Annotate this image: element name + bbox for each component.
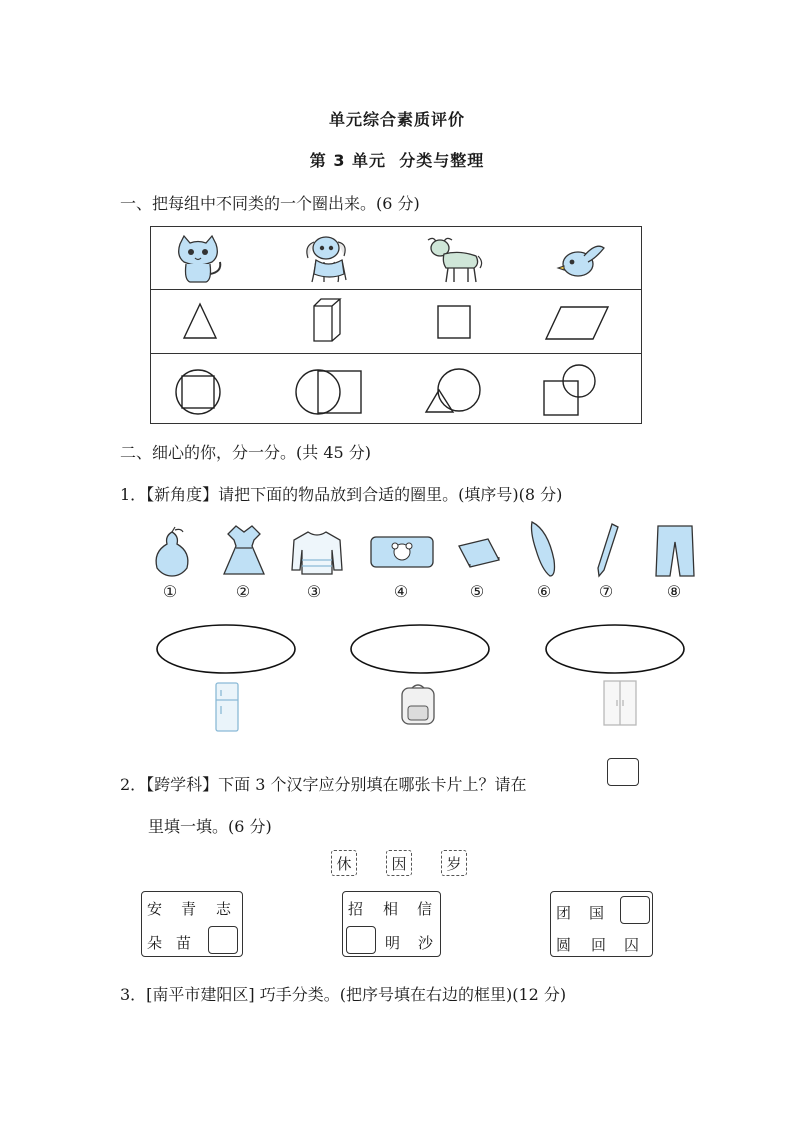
card-char: 招 xyxy=(348,900,364,918)
card-char: 团 xyxy=(556,904,572,922)
cow-icon[interactable] xyxy=(424,234,484,286)
dress-icon[interactable] xyxy=(222,524,266,576)
bird-icon[interactable] xyxy=(556,240,606,280)
inline-answer-box xyxy=(607,758,639,786)
item-number: ③ xyxy=(306,582,322,601)
pear-icon[interactable] xyxy=(151,526,193,578)
q3-prompt: 3．[南平市建阳区] 巧手分类。(把序号填在右边的框里)(12 分) xyxy=(120,985,567,1004)
cuboid-shape[interactable] xyxy=(313,298,341,342)
circle-square-half-shape[interactable] xyxy=(295,369,363,415)
card-char: 回 xyxy=(591,936,607,954)
char-card xyxy=(550,891,653,957)
card-char: 苗 xyxy=(176,934,192,952)
q2-prompt-line2: 里填一填。(6 分) xyxy=(148,817,272,836)
card-char: 朵 xyxy=(147,934,163,952)
char-chip[interactable]: 岁 xyxy=(441,850,467,876)
card-char: 相 xyxy=(383,900,399,918)
backpack-icon xyxy=(398,682,438,726)
card-char: 青 xyxy=(181,900,197,918)
card-char: 囚 xyxy=(624,936,640,954)
item-number: ① xyxy=(162,582,178,601)
answer-oval-wardrobe[interactable] xyxy=(544,623,686,675)
table-divider xyxy=(151,289,641,290)
card-char: 志 xyxy=(216,900,232,918)
card-answer-box[interactable] xyxy=(620,896,650,924)
triangle-shape[interactable] xyxy=(183,303,217,339)
trousers-icon[interactable] xyxy=(654,524,696,578)
table-divider xyxy=(151,353,641,354)
char-card xyxy=(141,891,243,957)
item-number: ② xyxy=(235,582,251,601)
book-icon[interactable] xyxy=(458,538,500,568)
answer-oval-backpack[interactable] xyxy=(349,623,491,675)
char-card xyxy=(342,891,441,957)
fridge-icon xyxy=(215,682,239,732)
card-char: 国 xyxy=(589,904,605,922)
circle-triangle-shape[interactable] xyxy=(425,368,483,414)
pen-icon[interactable] xyxy=(594,522,620,578)
wardrobe-icon xyxy=(603,680,637,726)
answer-oval-fridge[interactable] xyxy=(155,623,297,675)
item-number: ⑥ xyxy=(536,582,552,601)
item-number: ⑦ xyxy=(598,582,614,601)
char-chip[interactable]: 因 xyxy=(386,850,412,876)
dog-icon[interactable] xyxy=(300,234,356,286)
square-circle-corner-shape[interactable] xyxy=(543,364,599,416)
pencil-case-icon[interactable] xyxy=(370,536,434,568)
unit-subtitle: 第 3 单元 分类与整理 xyxy=(309,151,485,170)
section2-heading: 二、细心的你，分一分。(共 45 分) xyxy=(120,443,372,462)
card-char: 安 xyxy=(147,900,163,918)
q1-prompt: 1．【新角度】请把下面的物品放到合适的圈里。(填序号)(8 分) xyxy=(120,485,563,504)
item-number: ⑧ xyxy=(666,582,682,601)
cucumber-icon[interactable] xyxy=(528,520,558,578)
q2-prompt-line1: 2．【跨学科】下面 3 个汉字应分别填在哪张卡片上？请在 xyxy=(120,775,527,794)
card-answer-box[interactable] xyxy=(346,926,376,954)
item-number: ④ xyxy=(393,582,409,601)
card-char: 明 xyxy=(385,934,401,952)
card-char: 沙 xyxy=(418,934,434,952)
card-char: 圆 xyxy=(556,936,572,954)
card-answer-box[interactable] xyxy=(208,926,238,954)
square-shape[interactable] xyxy=(437,305,471,339)
page-title: 单元综合素质评价 xyxy=(328,110,465,129)
cat-icon[interactable] xyxy=(170,234,226,286)
parallelogram-shape[interactable] xyxy=(545,306,609,340)
circle-square-overlap-shape[interactable] xyxy=(174,368,222,416)
item-number: ⑤ xyxy=(469,582,485,601)
card-char: 信 xyxy=(417,900,433,918)
char-chip[interactable]: 休 xyxy=(331,850,357,876)
sweater-icon[interactable] xyxy=(290,530,344,576)
section1-heading: 一、把每组中不同类的一个圈出来。(6 分) xyxy=(120,194,420,213)
